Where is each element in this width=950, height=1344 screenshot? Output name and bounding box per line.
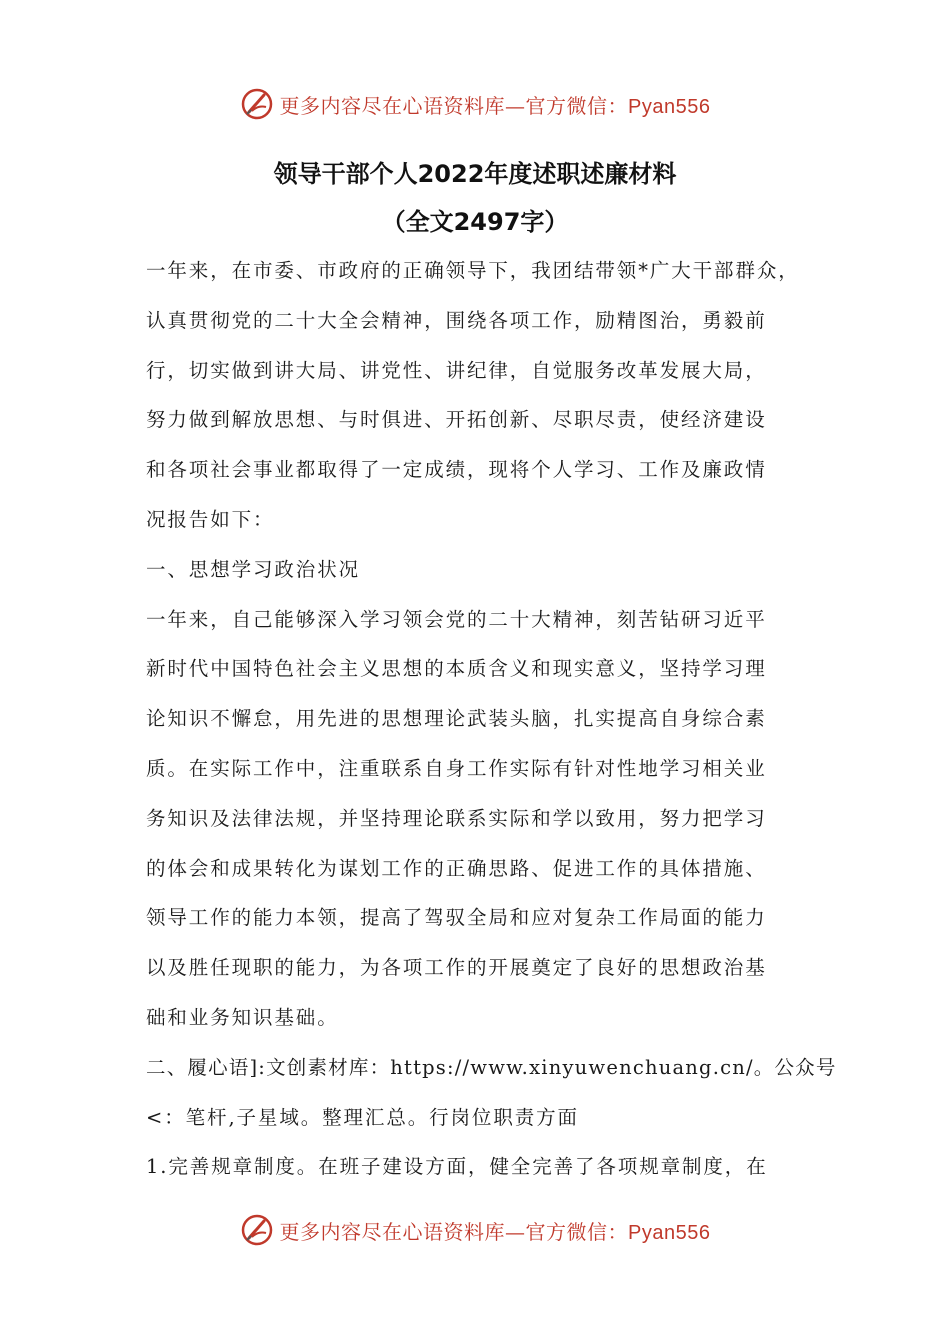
section-heading: 二、履心语]:文创素材库：https://www.xinyuwenchuang.cn/。公众号	[146, 1055, 837, 1079]
document-title: 领导干部个人2022年度述职述廉材料	[273, 160, 677, 188]
text-line: 础和业务知识基础。	[146, 1005, 339, 1029]
text-line: 务知识及法律法规，并坚持理论联系实际和学以致用，努力把学习	[146, 806, 767, 830]
document-subtitle: （全文2497字）	[381, 208, 569, 236]
text-line: 领导工作的能力本领，提高了驾驭全局和应对复杂工作局面的能力	[146, 906, 767, 930]
text-line: 1.完善规章制度。在班子建设方面，健全完善了各项规章制度，在	[146, 1155, 768, 1179]
watermark-logo-icon	[240, 1213, 274, 1247]
text-line: 努力做到解放思想、与时俱进、开拓创新、尽职尽责，使经济建设	[146, 408, 767, 432]
text-line: 行，切实做到讲大局、讲党性、讲纪律，自觉服务改革发展大局，	[146, 358, 767, 382]
document-body	[146, 246, 837, 1192]
watermark-text: 更多内容尽在心语资料库—官方微信：Pyan556	[279, 1219, 711, 1244]
text-line: 一年来，在市委、市政府的正确领导下，我团结带领*广大干部群众，	[146, 259, 800, 282]
text-line: 一年来，自己能够深入学习领会党的二十大精神，刻苦钻研习近平	[146, 607, 767, 631]
text-line: 质。在实际工作中，注重联系自身工作实际有针对性地学习相关业	[146, 756, 767, 780]
text-line: 认真贯彻党的二十大全会精神，围绕各项工作，励精图治，勇毅前	[146, 308, 767, 332]
text-line: 况报告如下：	[146, 507, 275, 531]
text-line: 以及胜任现职的能力，为各项工作的开展奠定了良好的思想政治基	[146, 956, 767, 980]
text-line: 和各项社会事业都取得了一定成绩，现将个人学习、工作及廉政情	[146, 458, 767, 482]
watermark-text: 更多内容尽在心语资料库—官方微信：Pyan556	[279, 93, 711, 118]
text-line: 新时代中国特色社会主义思想的本质含义和现实意义，坚持学习理	[146, 657, 767, 681]
text-line: 的体会和成果转化为谋划工作的正确思路、促进工作的具体措施、	[146, 856, 767, 880]
watermark-logo-icon	[240, 87, 274, 121]
section-heading: 一、思想学习政治状况	[146, 557, 361, 581]
watermark-header	[0, 84, 950, 124]
watermark-footer	[0, 1210, 950, 1250]
text-line: <：笔杆,子星域。整理汇总。行岗位职责方面	[146, 1105, 579, 1129]
text-line: 论知识不懈怠，用先进的思想理论武装头脑，扎实提高自身综合素	[146, 707, 767, 731]
